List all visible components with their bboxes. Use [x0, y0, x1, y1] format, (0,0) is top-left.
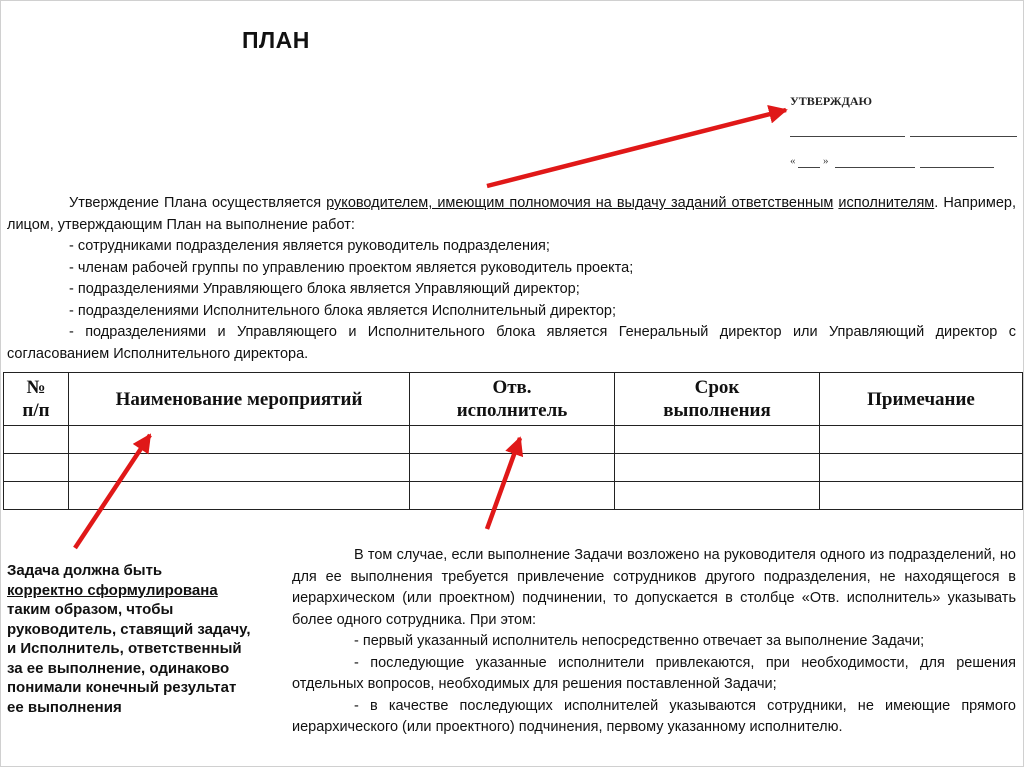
date-open-quote: «	[790, 155, 796, 167]
col-header-activity: Наименование мероприятий	[69, 373, 410, 426]
col-header-deadline: Срок выполнения	[615, 373, 820, 426]
task-note-line1: Задача должна быть	[7, 562, 163, 579]
explanation-paragraph: В том случае, если выполнение Задачи возложено на руководителя одного из подразделений, но для ее выполнения требуется привлечение сотрудников другого подразделения, не находящегося в иерархическом (или проектном) подчинении, то допускается в столбце «Отв. исполнитель» указывать более одного сотрудника. При этом:	[292, 547, 1016, 628]
col-header-note: Примечание	[820, 373, 1023, 426]
intro-bullet: - членам рабочей группы по управлению проектом является руководитель проекта;	[69, 259, 634, 276]
table-row	[4, 426, 1023, 454]
table-cell[interactable]	[820, 454, 1023, 482]
table-header-row	[4, 373, 1023, 426]
table-cell[interactable]	[69, 482, 410, 510]
table-cell[interactable]	[4, 482, 69, 510]
task-note-rest: таким образом, чтобы руководитель, ставящий задачу, и Исполнитель, ответственный за ее выполнение, одинаково понимали конечный результат ее выполнения	[7, 601, 251, 716]
intro-bullet: - подразделениями Управляющего блока является Управляющий директор;	[69, 281, 580, 297]
explanation-bullet: - в качестве последующих исполнителей указываются сотрудники, не имеющие прямого иерархического (или проектного) подчинения, первому указанному исполнителю.	[292, 697, 1016, 735]
date-year-line	[920, 167, 994, 168]
signature-line	[790, 136, 905, 137]
table-row	[4, 482, 1023, 510]
signature-name-line	[910, 136, 1017, 137]
task-note	[7, 561, 257, 717]
col-header-number: № п/п	[4, 373, 69, 426]
intro-text	[7, 193, 1016, 365]
page-title: ПЛАН	[242, 27, 310, 53]
table-cell[interactable]	[69, 454, 410, 482]
underlined-approver: руководителем, имеющим полномочия на выдачу заданий ответственным	[326, 195, 834, 211]
explanation-bullet: - последующие указанные исполнители привлекаются, при необходимости, для решения отдельных вопросов, необходимых для решения поставленной Задачи;	[292, 654, 1016, 692]
plan-table	[3, 372, 1023, 510]
explanation-text	[292, 545, 1016, 739]
col-header-responsible: Отв. исполнитель	[410, 373, 615, 426]
table-cell[interactable]	[820, 482, 1023, 510]
table-cell[interactable]	[820, 426, 1023, 454]
table-cell[interactable]	[410, 454, 615, 482]
task-note-underlined: корректно сформулирована	[7, 581, 218, 599]
table-cell[interactable]	[4, 426, 69, 454]
intro-text-end: . Например, лицом, утверждающим План на выполнение работ:	[7, 195, 1016, 233]
table-cell[interactable]	[69, 426, 410, 454]
intro-paragraph	[7, 193, 1016, 236]
table-cell[interactable]	[615, 454, 820, 482]
table-row	[4, 454, 1023, 482]
explanation-bullet: - первый указанный исполнитель непосредственно отвечает за выполнение Задачи;	[354, 633, 925, 649]
date-day-line	[798, 167, 820, 168]
approval-label: УТВЕРЖДАЮ	[790, 94, 873, 108]
intro-bullet: - сотрудниками подразделения является руководитель подразделения;	[69, 238, 550, 254]
underlined-executors: исполнителям	[838, 195, 935, 211]
table-cell[interactable]	[410, 482, 615, 510]
table-cell[interactable]	[615, 482, 820, 510]
table-cell[interactable]	[410, 426, 615, 454]
intro-bullet: - подразделениями Исполнительного блока является Исполнительный директор;	[69, 302, 617, 319]
table-cell[interactable]	[4, 454, 69, 482]
intro-text-start: Утверждение Плана осуществляется	[69, 195, 327, 211]
intro-bullet: - подразделениями и Управляющего и Исполнительного блока является Генеральный директор или Управляющий директор с согласованием Исполнительного директора.	[7, 324, 1016, 362]
date-close-quote: »	[823, 155, 829, 167]
date-month-line	[835, 167, 915, 168]
table-cell[interactable]	[615, 426, 820, 454]
